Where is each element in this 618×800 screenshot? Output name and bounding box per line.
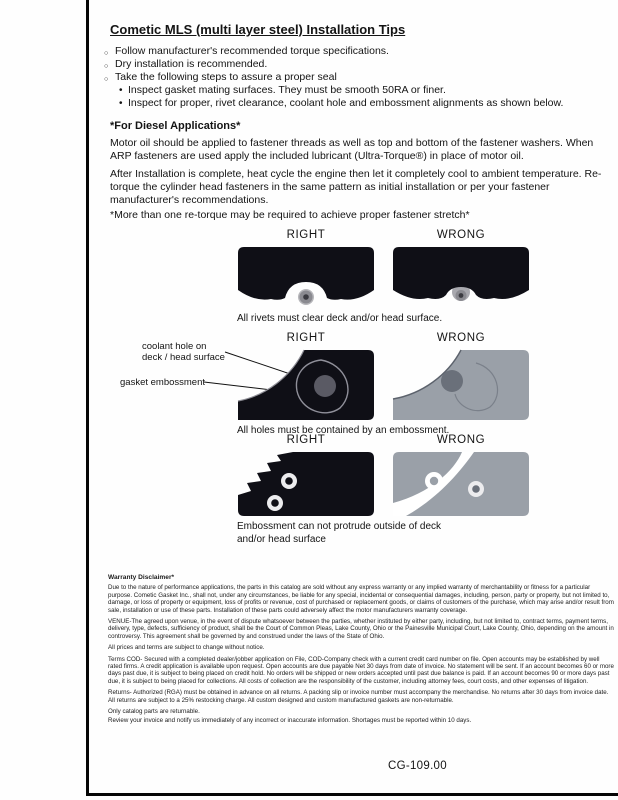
diesel-paragraph-1: Motor oil should be applied to fastener threads as well as top and bottom of the fastener washers. When ARP fasteners are used apply the included lubricant (Ultra-Torque®) in place of motor oil.: [110, 137, 594, 162]
tip-item: ○ Take the following steps to assure a proper seal: [104, 71, 609, 84]
disclaimer-paragraph: Review your invoice and notify us immediately of any incorrect or inaccurate information. Shortages must be reported within 10 days.: [108, 716, 472, 724]
rivet-right-diagram: [237, 246, 375, 308]
diesel-heading: *For Diesel Applications*: [110, 120, 241, 132]
row2-wrong-label: WRONG: [436, 332, 486, 344]
row1-wrong-label: WRONG: [436, 229, 486, 241]
coolant-hole-label: coolant hole on deck / head surface: [142, 341, 225, 363]
row3-wrong-label: WRONG: [436, 434, 486, 446]
page-title: Cometic MLS (multi layer steel) Installation Tips: [110, 22, 406, 37]
embossment-right-diagram: [237, 451, 375, 517]
disclaimer-paragraph: All prices and terms are subject to change without notice.: [108, 644, 265, 652]
retorque-note: *More than one re-torque may be required to achieve proper fastener stretch*: [110, 209, 470, 221]
page-edge-left: [86, 0, 89, 796]
warranty-disclaimer-heading: Warranty Disclaimer*: [108, 574, 175, 581]
tip-item: ○ Follow manufacturer's recommended torque specifications.: [104, 45, 609, 58]
row2-caption: All holes must be contained by an embossment.: [237, 425, 450, 436]
diesel-paragraph-2: After Installation is complete, heat cycle the engine then let it completely cool to ambient temperature. Re-torque the cylinder head fasteners in the same pattern as initial installation or per your fastener manufacturer's recommendations.: [110, 168, 602, 206]
page-code: CG-109.00: [388, 760, 447, 772]
tip-item: ○ Dry installation is recommended.: [104, 58, 609, 71]
disclaimer-paragraph: Terms COD- Secured with a completed dealer/jobber application on File, COD-Company check with a current credit card number on file. Open accounts may be established by well rated firms. A credit application is available upon request. Open accounts are due payable Net 30 days from date of invoice. No statement will be sent. If an account becomes 60 or more days past due, it is subject to being placed on credit hold. No orders will be shipped or new orders accepted until past due balance is paid. If an account becomes 90 or more days past due, it is subject to being placed for collections. All costs of collection are the responsibility of the customer, including attorney fees, court costs, and other expenses of litigation.: [108, 655, 614, 685]
tips-list: [104, 45, 609, 110]
row1-caption: All rivets must clear deck and/or head surface.: [237, 313, 443, 324]
gasket-embossment-label: gasket embossment: [120, 377, 206, 388]
row3-right-label: RIGHT: [286, 434, 326, 446]
page-edge-bottom: [86, 793, 618, 796]
row3-caption: Embossment can not protrude outside of deck and/or head surface: [237, 521, 442, 545]
row1-right-label: RIGHT: [286, 229, 326, 241]
disclaimer-paragraph: Returns- Authorized (RGA) must be obtained in advance on all returns. A packing slip or invoice number must accompany the merchandise. No returns after 30 days from invoice date. All returns are subject to a 25% restocking charge. All custom designed and custom manufactured gaskets are non-returnable.: [108, 689, 609, 704]
tip-subitem: • Inspect gasket mating surfaces. They must be smooth 50RA or finer.: [119, 84, 609, 97]
coolant-right-diagram: [237, 349, 375, 421]
coolant-wrong-diagram: [392, 349, 530, 421]
disclaimer-paragraph: Only catalog parts are returnable.: [108, 708, 200, 716]
rivet-wrong-diagram: [392, 246, 530, 308]
row2-right-label: RIGHT: [286, 332, 326, 344]
warranty-disclaimer: [108, 574, 614, 728]
embossment-wrong-diagram: [392, 451, 530, 517]
disclaimer-paragraph: Due to the nature of performance applications, the parts in this catalog are sold without any express warranty or any implied warranty of merchantability or fitness for a particular purpose. Cometic Gasket Inc., shall not, under any circumstances, be liable for any special, incidental or consequential damages, including, person, party or property, but not limited to, damage, or loss of property or equipment, loss of profits or revenue, cost of purchased or replacement goods, or claims of customers of the purchase, which may arise and/or result from sale, installation or use of these parts. Installation of these parts could adversely affect the motor manufacturers warranty coverage.: [108, 584, 614, 614]
disclaimer-paragraph: VENUE-The agreed upon venue, in the event of dispute whatsoever between the parties, whether instituted by either party, including, but not limited to, contract terms, payment terms, delivery, type, defects, sufficiency of product, shall be the Court of Common Pleas, Lake County, Ohio or the Painesville Municipal Court, Lake County, Ohio, depending on the amount in controversy. This agreement shall be governed by and construed under the laws of the State of Ohio.: [108, 618, 614, 640]
tip-subitem: • Inspect for proper, rivet clearance, coolant hole and embossment alignments as shown below.: [119, 97, 609, 110]
